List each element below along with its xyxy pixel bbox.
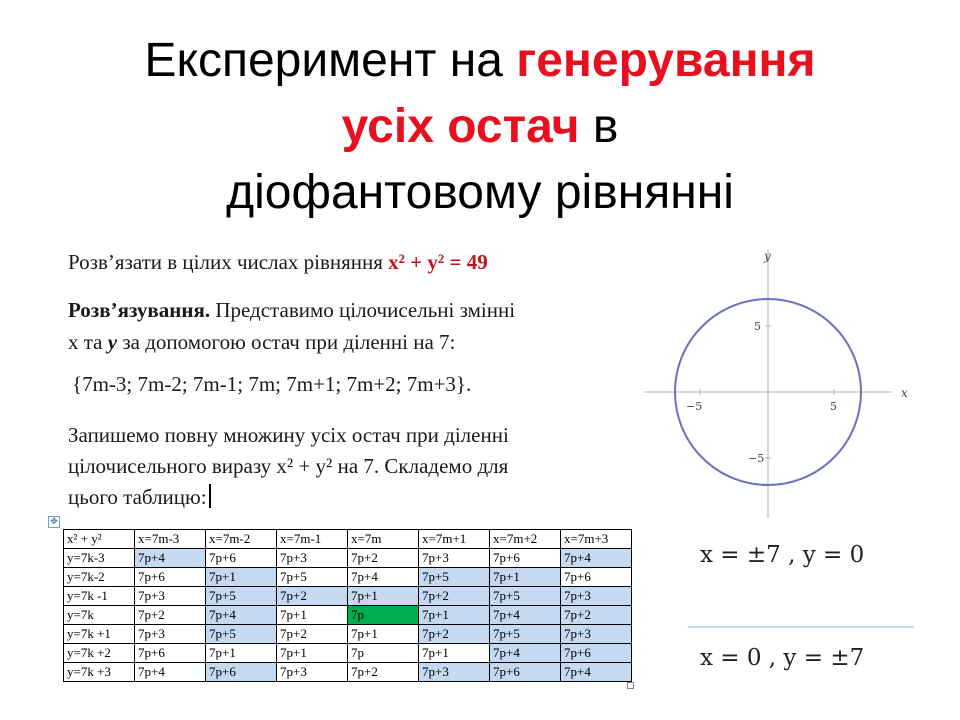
table-cell: 7p+6: [561, 568, 632, 587]
table-header-row: [64, 530, 632, 549]
solution-line-2: [68, 326, 515, 358]
table-cell: 7p+4: [348, 568, 419, 587]
table-row: [64, 606, 632, 625]
table-intro-line-1: Запишемо повну множину усіх остач при діленні: [68, 423, 509, 447]
table-cell: 7p+6: [561, 644, 632, 663]
table-cell: 7p+6: [135, 644, 206, 663]
x-tick-label-pos: 5: [830, 400, 837, 413]
solution-intro: [68, 294, 515, 358]
table-cell: y=7k +2: [64, 644, 135, 663]
circle-graph: [644, 246, 916, 518]
table-cell: 7p+6: [206, 663, 277, 682]
solution-line-1: [68, 294, 515, 326]
title-text-2: в: [579, 100, 619, 153]
solution-label: Розв’язування.: [68, 298, 211, 322]
table-cell: 7p+6: [490, 549, 561, 568]
table-cell: 7p+4: [561, 663, 632, 682]
table-cell: 7p+1: [419, 644, 490, 663]
table-intro-text-3: цього таблицю:: [68, 485, 207, 509]
table-header-cell: x=7m-3: [135, 530, 206, 549]
title-highlight-2: усіх остач: [341, 100, 580, 153]
answer-2: x = 0 , y = ±7: [700, 645, 865, 671]
table-cell: 7p+3: [135, 587, 206, 606]
table-cell: 7p+6: [490, 663, 561, 682]
remainder-table: [63, 529, 632, 682]
table-header-cell: x=7m+3: [561, 530, 632, 549]
table-cell: 7p+4: [490, 644, 561, 663]
y-tick-label-pos: 5: [754, 320, 761, 333]
table-row: [64, 625, 632, 644]
table-row: [64, 663, 632, 682]
table-cell: 7p+1: [490, 568, 561, 587]
table-cell: 7p+2: [419, 625, 490, 644]
table-header-cell: x=7m-1: [277, 530, 348, 549]
table-cell: 7p+1: [206, 644, 277, 663]
table-header-cell: x=7m+2: [490, 530, 561, 549]
table-cell: 7p+4: [490, 606, 561, 625]
table-intro: [68, 420, 509, 513]
answer-1: x = ±7 , y = 0: [700, 542, 865, 568]
table-cell: 7p+1: [348, 625, 419, 644]
table-cell: 7p+5: [490, 625, 561, 644]
table-cell: 7p+4: [135, 549, 206, 568]
table-cell: 7p+5: [277, 568, 348, 587]
table-cell: 7p+3: [561, 625, 632, 644]
task-statement: [68, 250, 488, 275]
table-cell: 7p+5: [206, 625, 277, 644]
table-cell: 7p+2: [561, 606, 632, 625]
text-cursor: [209, 484, 211, 508]
table-cell: 7p+4: [206, 606, 277, 625]
table-cell: 7p+2: [277, 625, 348, 644]
table-cell: 7p+3: [419, 549, 490, 568]
table-cell: y=7k -1: [64, 587, 135, 606]
table-cell: 7p+5: [490, 587, 561, 606]
title-line-3: діофантовому рівнянні: [226, 166, 734, 219]
table-row: [64, 644, 632, 663]
table-cell: 7p+6: [206, 549, 277, 568]
slide-title: [0, 28, 960, 226]
title-line-1: [0, 28, 960, 94]
table-cell: 7p+5: [419, 568, 490, 587]
solution-text-1: Представимо цілочисельні змінні: [210, 298, 516, 322]
table-cell: 7p+6: [135, 568, 206, 587]
table-header-cell: x=7m-2: [206, 530, 277, 549]
table-cell: 7p+4: [135, 663, 206, 682]
table-cell: 7p+3: [277, 663, 348, 682]
task-equation: x² + y² = 49: [388, 250, 488, 274]
task-text: Розв’язати в цілих числах рівняння: [68, 250, 389, 274]
table-cell: 7p: [348, 644, 419, 663]
table-resize-handle[interactable]: [627, 682, 634, 689]
table-cell: y=7k-2: [64, 568, 135, 587]
table-cell: 7p+3: [561, 587, 632, 606]
table-cell: 7p+1: [419, 606, 490, 625]
table-cell-highlight: 7p: [348, 606, 419, 625]
y-axis-label: y: [764, 249, 771, 263]
table-cell: 7p+4: [561, 549, 632, 568]
solution-text-2b: за допомогою остач при діленні на 7:: [117, 330, 456, 354]
table-cell: y=7k +1: [64, 625, 135, 644]
table-cell: 7p+3: [419, 663, 490, 682]
table-row: [64, 549, 632, 568]
table-cell: 7p+2: [348, 549, 419, 568]
x-tick-label-neg: −5: [686, 400, 703, 413]
table-move-handle-icon[interactable]: ✥: [48, 516, 60, 528]
table-cell: 7p+3: [135, 625, 206, 644]
table-row: [64, 587, 632, 606]
title-line-2: [0, 94, 960, 160]
solution-var-y: y: [107, 330, 118, 354]
table-cell: 7p+1: [277, 606, 348, 625]
table-cell: 7p+2: [135, 606, 206, 625]
table-cell: y=7k-3: [64, 549, 135, 568]
table-cell: 7p+1: [348, 587, 419, 606]
table-header-cell: x=7m: [348, 530, 419, 549]
title-text-1: Експеримент на: [144, 34, 517, 87]
table-cell: y=7k: [64, 606, 135, 625]
x-axis-label: x: [901, 386, 908, 400]
table-header-cell: x² + y²: [64, 530, 135, 549]
table-cell: 7p+3: [277, 549, 348, 568]
table-header-cell: x=7m+1: [419, 530, 490, 549]
table-cell: 7p+5: [206, 587, 277, 606]
y-tick-label-neg: −5: [748, 452, 765, 465]
solution-text-2a: х та: [68, 330, 108, 354]
table-row: [64, 568, 632, 587]
table-cell: 7p+1: [277, 644, 348, 663]
table-cell: 7p+1: [206, 568, 277, 587]
table-cell: 7p+2: [348, 663, 419, 682]
remainder-set: {7m-3; 7m-2; 7m-1; 7m; 7m+1; 7m+2; 7m+3}.: [72, 372, 472, 396]
table-intro-line-3: [68, 482, 509, 513]
table-cell: 7p+2: [419, 587, 490, 606]
answer-separator: [688, 626, 914, 628]
table-intro-line-2: цілочисельного виразу x² + y² на 7. Складемо для: [68, 454, 509, 478]
table-cell: 7p+2: [277, 587, 348, 606]
title-highlight-1: генерування: [516, 34, 816, 87]
table-cell: y=7k +3: [64, 663, 135, 682]
